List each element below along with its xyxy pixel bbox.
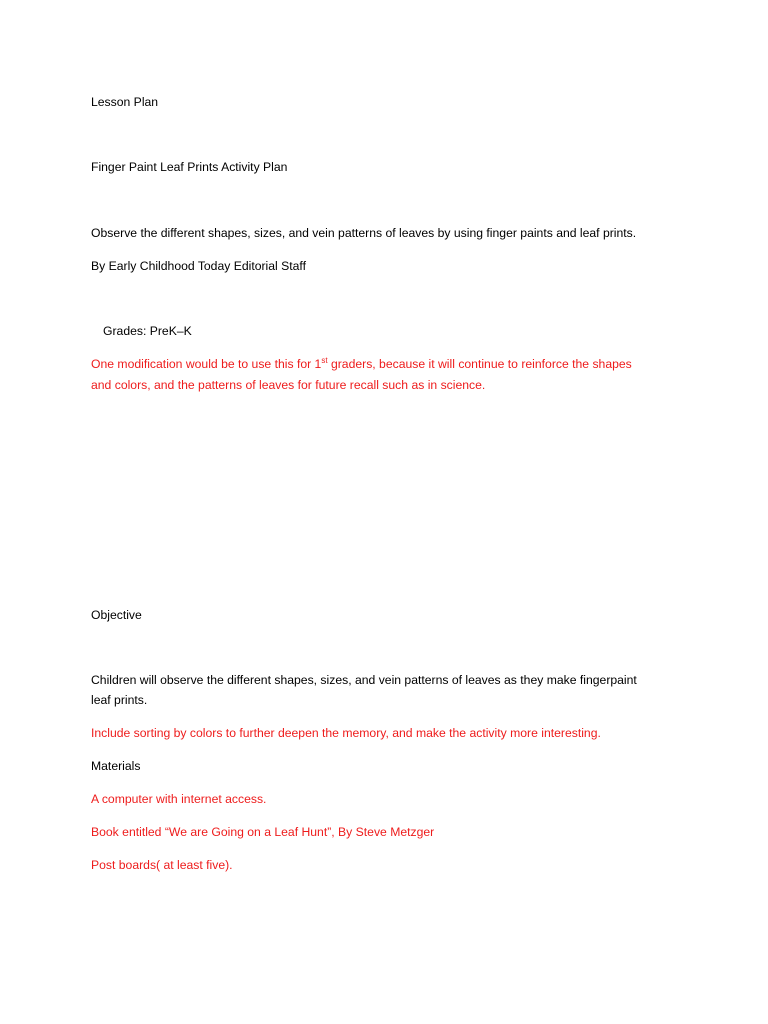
objective-text-line-2: leaf prints. [91, 693, 148, 707]
materials-item: Post boards( at least five). [91, 858, 233, 872]
activity-summary: Observe the different shapes, sizes, and vein patterns of leaves by using finger paints and leaf prints. [91, 226, 637, 240]
objective-heading: Objective [91, 608, 142, 622]
objective-text-line-1: Children will observe the different shapes, sizes, and vein patterns of leaves as they make fingerpaint [91, 673, 637, 687]
modification-line-1-rest: graders, because it will continue to reinforce the shapes [327, 357, 632, 371]
objective-note: Include sorting by colors to further deepen the memory, and make the activity more interesting. [91, 726, 601, 740]
modification-note-line-2: and colors, and the patterns of leaves for future recall such as in science. [91, 378, 486, 392]
materials-heading: Materials [91, 759, 141, 773]
grades-label: Grades: PreK–K [103, 324, 192, 338]
materials-item: A computer with internet access. [91, 792, 267, 806]
materials-item: Book entitled “We are Going on a Leaf Hunt”, By Steve Metzger [91, 825, 435, 839]
ordinal-superscript: st [321, 356, 328, 365]
byline: By Early Childhood Today Editorial Staff [91, 259, 306, 273]
activity-title: Finger Paint Leaf Prints Activity Plan [91, 160, 288, 174]
modification-note-line-1 [91, 357, 632, 372]
document-heading: Lesson Plan [91, 95, 159, 109]
modification-prefix: One modification would be to use this for 1 [91, 357, 322, 371]
